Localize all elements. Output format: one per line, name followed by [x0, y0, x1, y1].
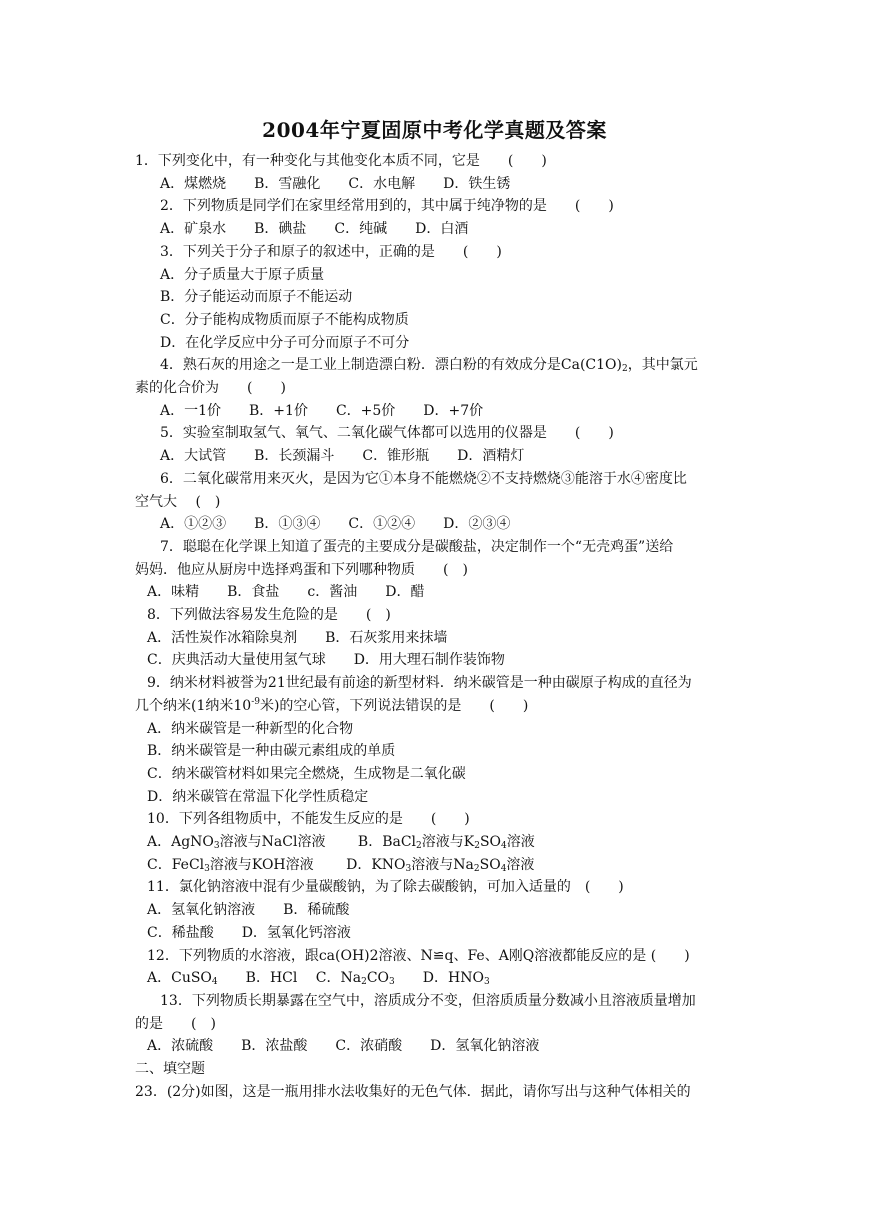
question-8-options-ab: A．活性炭作冰箱除臭剂 B．石灰浆用来抹墙 — [147, 629, 448, 646]
question-10-options-cd: C．FeCl$_3$溶液与KOH溶液 D．$KNO_3$溶液与$Na_2SO_4$溶液 — [147, 856, 535, 874]
question-2-stem: 2．下列物质是同学们在家里经常用到的，其中属于纯净物的是 ( ) — [160, 198, 614, 215]
question-11-options-ab: A．氢氧化钠溶液 B．稀硫酸 — [147, 902, 350, 919]
section-2-heading: 二、填空题 — [135, 1061, 205, 1077]
question-9-stem-cont: 几个纳米(1纳米$10^{-9}$米)的空心管，下列说法错误的是 ( ) — [135, 696, 529, 714]
question-9-option-b: B．纳米碳管是一种由碳元素组成的单质 — [147, 743, 396, 760]
question-9-stem: 9．纳米材料被誉为21世纪最有前途的新型材料．纳米碳管是一种由碳原子构成的直径为 — [147, 675, 692, 692]
question-6-stem-cont: 空气大 ( ) — [135, 493, 221, 510]
question-5-options: A．大试管 B．长颈漏斗 C．锥形瓶 D．酒精灯 — [160, 448, 525, 465]
question-1-options: A．煤燃烧 B．雪融化 C．水电解 D．铁生锈 — [160, 175, 511, 192]
page-title: 2004年宁夏固原中考化学真题及答案 — [262, 118, 607, 142]
question-6-options: A．①②③ B．①③④ C．①②④ D．②③④ — [160, 516, 511, 533]
question-12-stem: 12．下列物质的水溶液，跟ca(OH)2溶液、Ν≌q、Fe、A刚Q溶液都能反应的是 ( ) — [147, 947, 690, 964]
question-4-stem: 4．熟石灰的用途之一是工业上制造漂白粉．漂白粉的有效成分是$Ca(C1O)_2$，其中氯元 — [160, 357, 698, 375]
question-4-stem-cont: 素的化合价为 ( ) — [135, 380, 286, 396]
question-23-stem: 23．(2分)如图，这是一瓶用排水法收集好的无色气体．据此，请你写出与这种气体相关的 — [135, 1083, 691, 1100]
question-8-stem: 8．下列做法容易发生危险的是 ( ) — [147, 607, 391, 623]
question-2-options: A．矿泉水 B．碘盐 C．纯碱 D．白酒 — [160, 221, 469, 238]
question-5-stem: 5．实验室制取氢气、氧气、二氧化碳气体都可以选用的仪器是 ( ) — [160, 425, 614, 442]
question-7-options: A．味精 B．食盐 c．酱油 D．醋 — [147, 584, 425, 601]
question-13-stem: 13．下列物质长期暴露在空气中，溶质成分不变，但溶质质量分数减小且溶液质量增加 — [160, 992, 696, 1009]
question-10-stem: 10．下列各组物质中，不能发生反应的是 ( ) — [147, 811, 470, 828]
question-8-options-cd: C．庆典活动大量使用氢气球 D．用大理石制作装饰物 — [147, 652, 505, 669]
question-3-option-c: C．分子能构成物质而原子不能构成物质 — [160, 311, 409, 328]
question-3-option-b: B．分子能运动而原子不能运动 — [160, 289, 353, 306]
question-9-option-a: A．纳米碳管是一种新型的化合物 — [147, 720, 354, 737]
question-3-option-a: A．分子质量大于原子质量 — [160, 266, 325, 283]
question-1-stem: 1．下列变化中，有一种变化与其他变化本质不同，它是 ( ) — [135, 153, 547, 169]
question-6-stem: 6．二氧化碳常用来灭火，是因为它①本身不能燃烧②不支持燃烧③能溶于水④密度比 — [160, 470, 687, 487]
question-7-stem: 7．聪聪在化学课上知道了蛋壳的主要成分是碳酸盐，决定制作一个“无壳鸡蛋”送给 — [160, 538, 674, 555]
question-12-options: A．CuSO$_4$ B．HCl C．$Na_2CO_3$ D．$HNO_3$ — [147, 970, 490, 988]
question-9-option-d: D．纳米碳管在常温下化学性质稳定 — [147, 788, 369, 805]
question-13-options: A．浓硫酸 B．浓盐酸 C．浓硝酸 D．氢氧化钠溶液 — [147, 1038, 540, 1055]
question-3-option-d: D．在化学反应中分子可分而原子不可分 — [160, 334, 410, 351]
question-9-option-c: C．纳米碳管材料如果完全燃烧，生成物是二氧化碳 — [147, 765, 466, 782]
question-11-options-cd: C．稀盐酸 D．氢氧化钙溶液 — [147, 924, 351, 941]
question-4-options: A．一1价 B．+1价 C．+5价 D．+7价 — [160, 402, 484, 419]
question-3-stem: 3．下列关于分子和原子的叙述中，正确的是 ( ) — [160, 243, 502, 260]
question-13-stem-cont: 的是 ( ) — [135, 1015, 216, 1032]
question-10-options-ab: A．AgNO$_3$溶液与NaCl溶液 B．BaCl$_2$溶液与$K_2SO_4$溶液 — [147, 834, 535, 851]
question-11-stem: 11．氯化钠溶液中混有少量碳酸钠，为了除去碳酸钠，可加入适量的 ( ) — [147, 879, 624, 896]
question-7-stem-cont: 妈妈．他应从厨房中选择鸡蛋和下列哪种物质 ( ) — [135, 561, 468, 578]
